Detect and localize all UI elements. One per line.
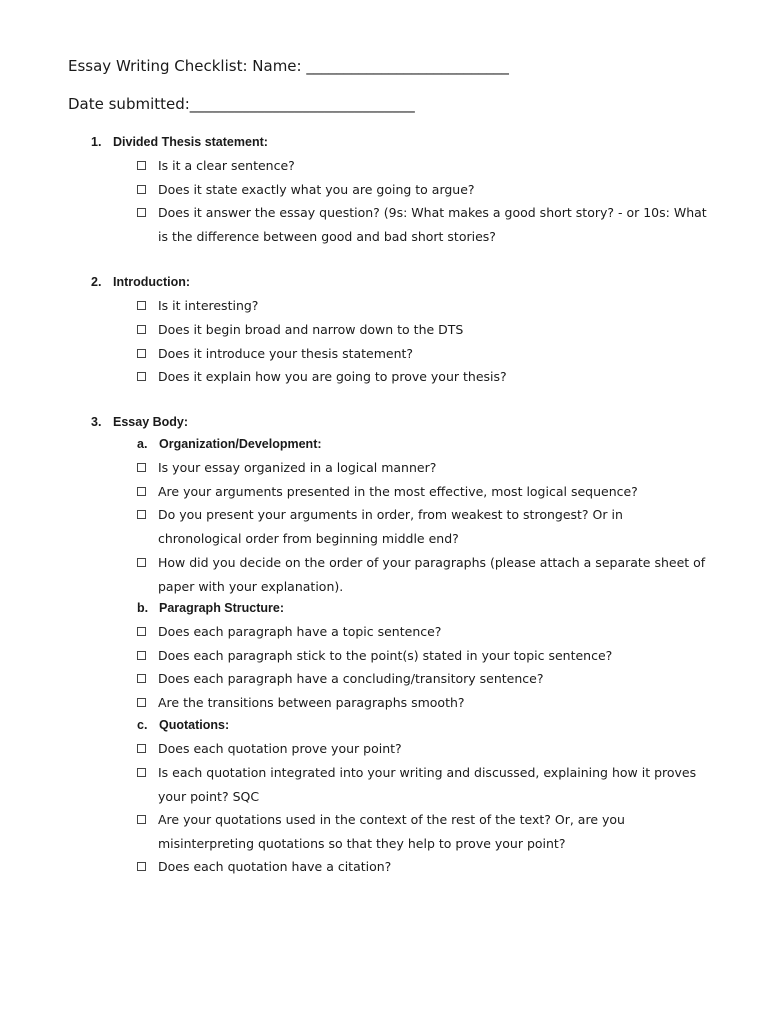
checkbox-icon[interactable] bbox=[137, 208, 146, 217]
section-number: 1. bbox=[91, 135, 102, 149]
section-title: Divided Thesis statement: bbox=[113, 135, 268, 149]
checklist-item: Does it introduce your thesis statement? bbox=[137, 342, 707, 366]
checkbox-icon[interactable] bbox=[137, 627, 146, 636]
checklist-item: Is each quotation integrated into your writing and discussed, explaining how it proves your point? SQC bbox=[137, 761, 707, 808]
section-title: Essay Body: bbox=[113, 415, 189, 429]
section-heading-essay-body bbox=[91, 415, 188, 429]
checkbox-icon[interactable] bbox=[137, 768, 146, 777]
checkbox-icon[interactable] bbox=[137, 862, 146, 871]
section-number: 3. bbox=[91, 415, 102, 429]
checklist-item: Is your essay organized in a logical manner? bbox=[137, 456, 707, 480]
name-line: Essay Writing Checklist: Name: ___________________________ bbox=[68, 57, 509, 75]
subsection-heading-paragraph-structure bbox=[137, 601, 284, 615]
subsection-heading-organization bbox=[137, 437, 322, 451]
section-heading-introduction bbox=[91, 275, 190, 289]
checkbox-icon[interactable] bbox=[137, 510, 146, 519]
section-title: Introduction: bbox=[113, 275, 191, 289]
subsection-letter: b. bbox=[137, 601, 149, 615]
checkbox-icon[interactable] bbox=[137, 463, 146, 472]
checklist-item: Does it explain how you are going to prove your thesis? bbox=[137, 365, 707, 389]
checkbox-icon[interactable] bbox=[137, 815, 146, 824]
checklist-item: How did you decide on the order of your paragraphs (please attach a separate sheet of paper with your explanation). bbox=[137, 551, 707, 598]
subsection-letter: a. bbox=[137, 437, 148, 451]
subsection-letter: c. bbox=[137, 718, 148, 732]
checkbox-icon[interactable] bbox=[137, 301, 146, 310]
checkbox-icon[interactable] bbox=[137, 372, 146, 381]
subsection-title: Quotations: bbox=[159, 718, 230, 732]
checkbox-icon[interactable] bbox=[137, 487, 146, 496]
checkbox-icon[interactable] bbox=[137, 161, 146, 170]
checkbox-icon[interactable] bbox=[137, 674, 146, 683]
checkbox-icon[interactable] bbox=[137, 185, 146, 194]
checklist-item: Does each paragraph stick to the point(s) stated in your topic sentence? bbox=[137, 644, 707, 668]
checklist-item: Does each quotation have a citation? bbox=[137, 855, 707, 879]
checklist-item: Is it a clear sentence? bbox=[137, 154, 707, 178]
checkbox-icon[interactable] bbox=[137, 325, 146, 334]
checklist-item: Do you present your arguments in order, from weakest to strongest? Or in chronological order from beginning middle end? bbox=[137, 503, 707, 550]
subsection-heading-quotations bbox=[137, 718, 229, 732]
section-number: 2. bbox=[91, 275, 102, 289]
checklist-item: Does each paragraph have a topic sentence? bbox=[137, 620, 707, 644]
checklist-item: Does it state exactly what you are going to argue? bbox=[137, 178, 707, 202]
subsection-title: Paragraph Structure: bbox=[159, 601, 285, 615]
checklist-item: Is it interesting? bbox=[137, 294, 707, 318]
subsection-title: Organization/Development: bbox=[159, 437, 322, 451]
checkbox-icon[interactable] bbox=[137, 744, 146, 753]
checkbox-icon[interactable] bbox=[137, 349, 146, 358]
checklist-item: Are the transitions between paragraphs smooth? bbox=[137, 691, 707, 715]
checklist-item: Does it answer the essay question? (9s: What makes a good short story? - or 10s: What is the difference between good and bad short stories? bbox=[137, 201, 707, 248]
checklist-item: Does each quotation prove your point? bbox=[137, 737, 707, 761]
checklist-item: Are your arguments presented in the most effective, most logical sequence? bbox=[137, 480, 707, 504]
date-submitted-line: Date submitted:______________________________ bbox=[68, 95, 415, 113]
section-heading-thesis bbox=[91, 135, 268, 149]
checkbox-icon[interactable] bbox=[137, 558, 146, 567]
checklist-item: Does it begin broad and narrow down to the DTS bbox=[137, 318, 707, 342]
checklist-item: Does each paragraph have a concluding/transitory sentence? bbox=[137, 667, 707, 691]
checkbox-icon[interactable] bbox=[137, 651, 146, 660]
checklist-item: Are your quotations used in the context of the rest of the text? Or, are you misinterpreting quotations so that they help to prove your point? bbox=[137, 808, 707, 855]
checkbox-icon[interactable] bbox=[137, 698, 146, 707]
